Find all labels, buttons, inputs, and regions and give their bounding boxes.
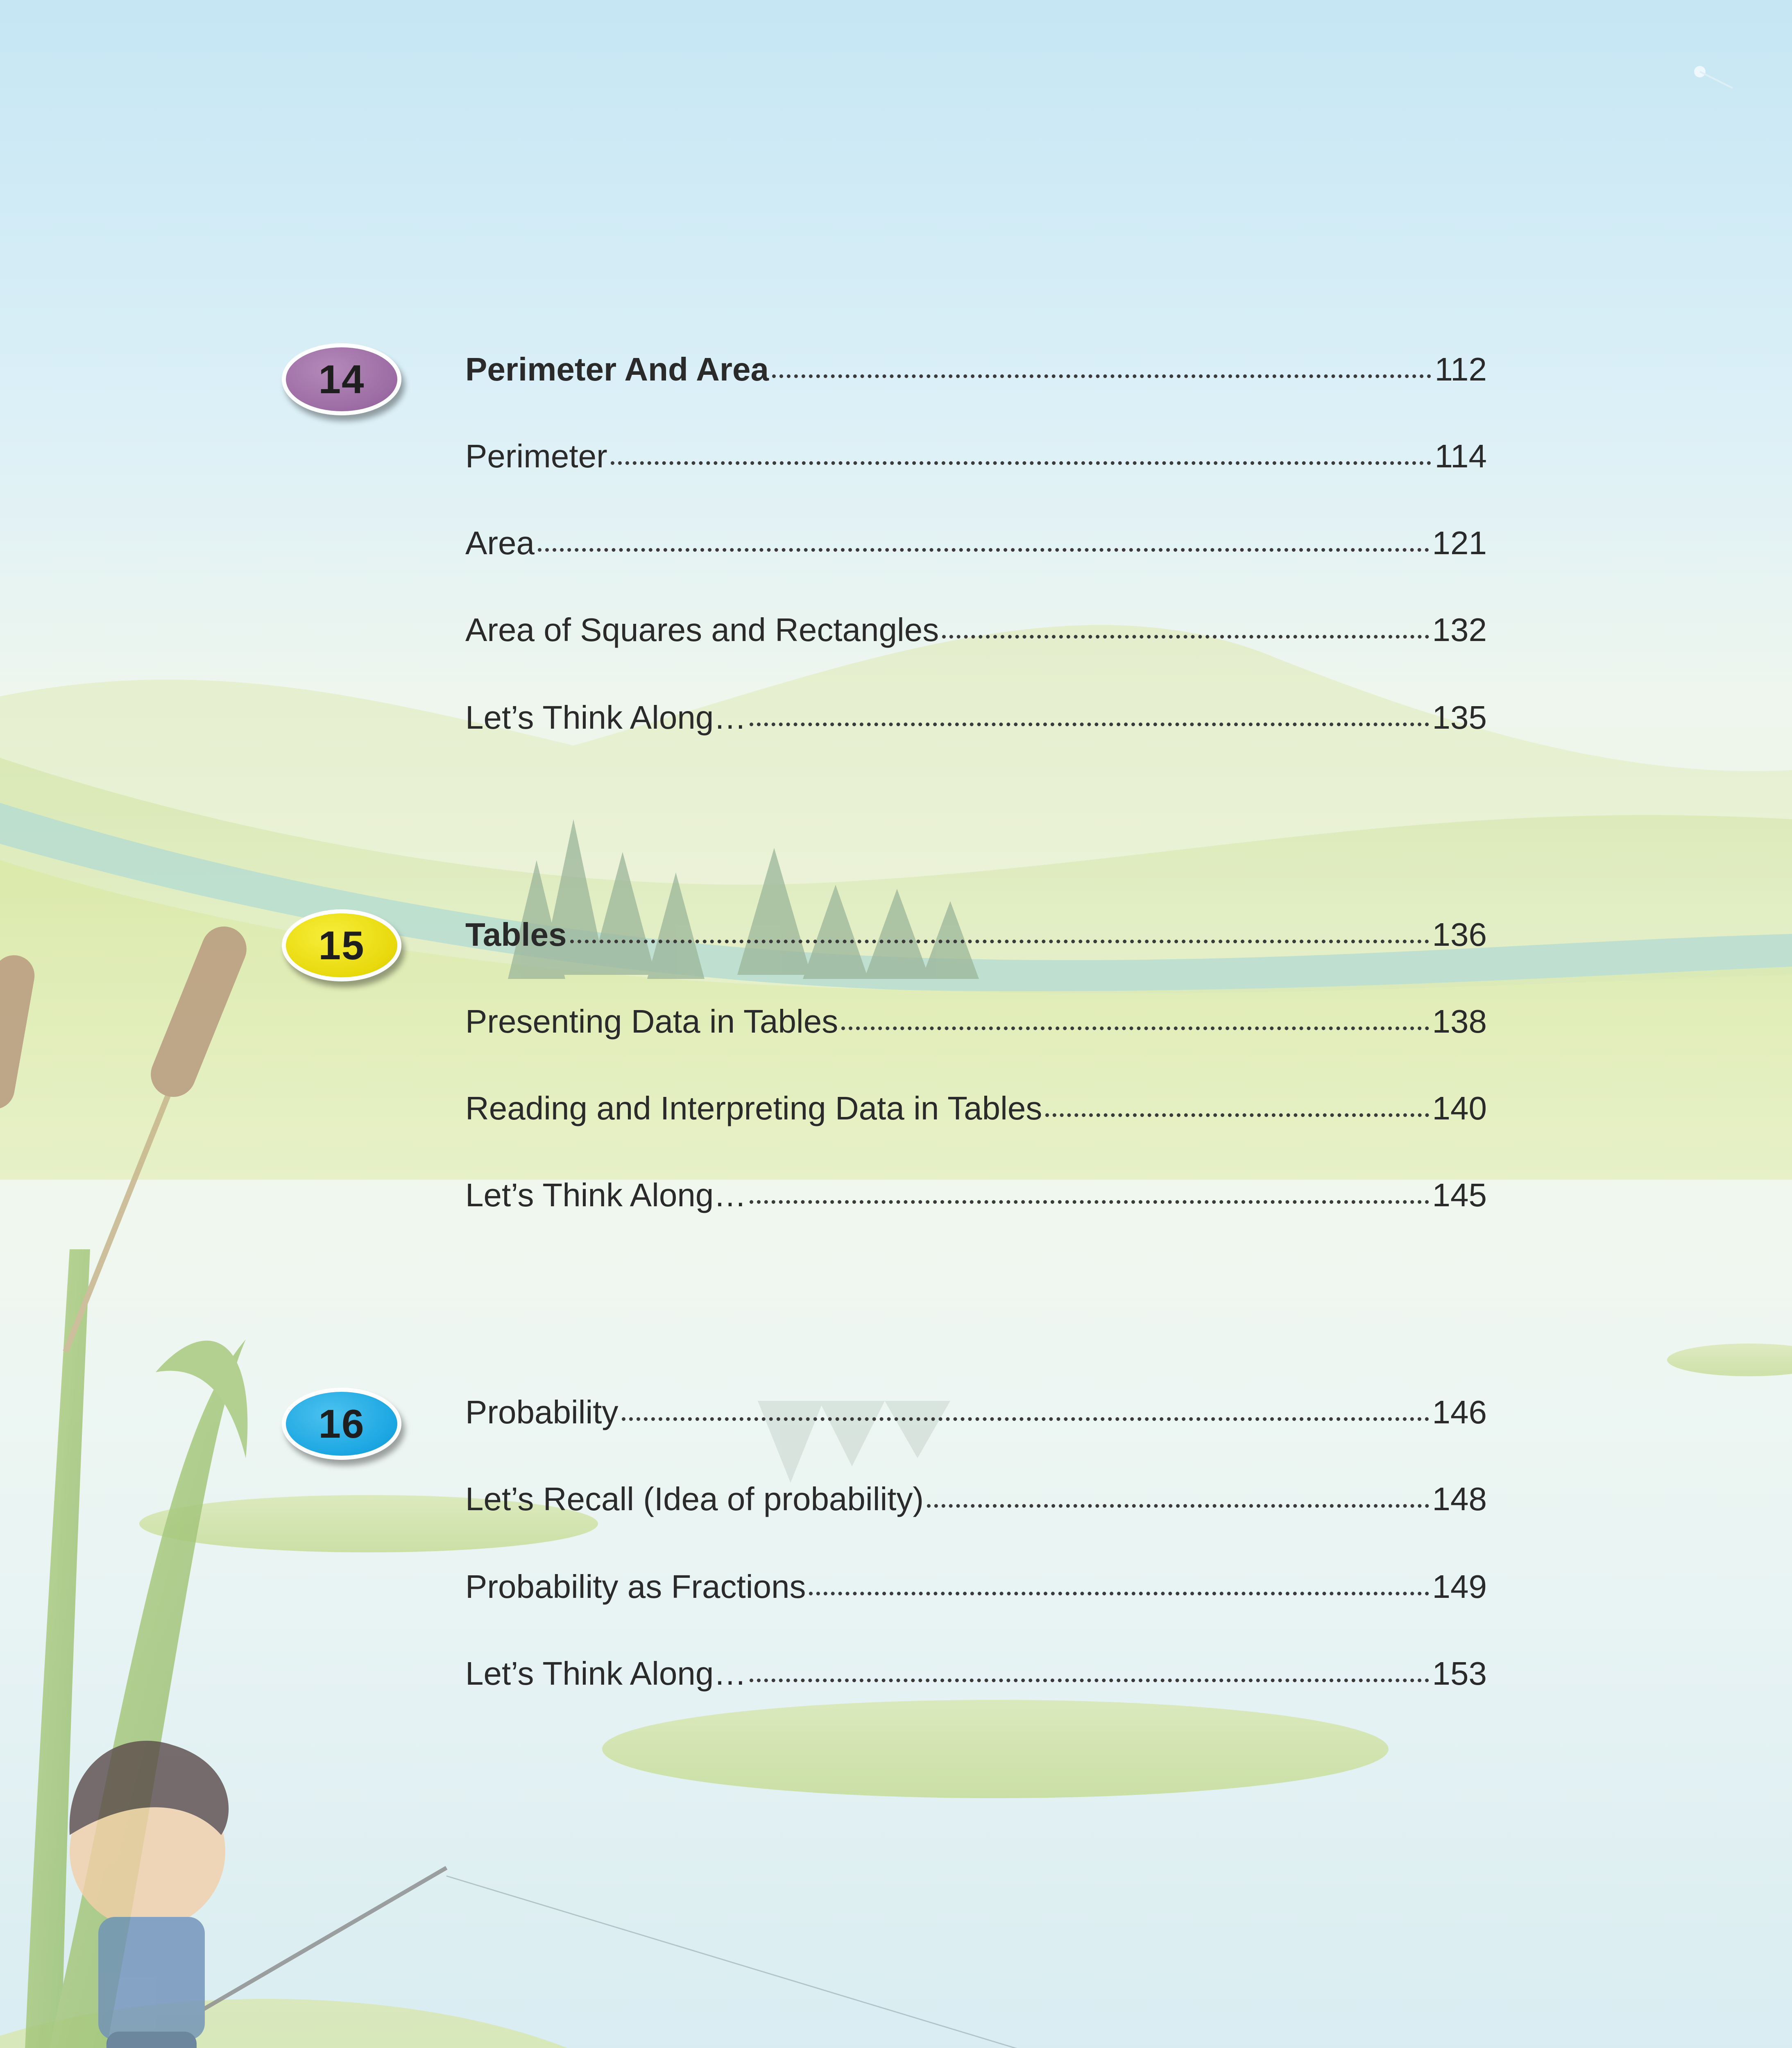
toc-page-number: 149 <box>1432 1568 1487 1605</box>
toc-entry[interactable] <box>465 1001 1487 1042</box>
toc-page-number: 146 <box>1432 1394 1487 1430</box>
chapter-number-badge <box>282 343 401 415</box>
toc-entry[interactable] <box>465 1175 1487 1216</box>
toc-page-number: 135 <box>1432 699 1487 736</box>
toc-entry[interactable] <box>465 1566 1487 1607</box>
toc-entry-title: Area of Squares and Rectangles <box>465 612 939 648</box>
dot-leader <box>841 1018 1429 1030</box>
toc-page-number: 148 <box>1432 1481 1487 1517</box>
toc-entry-title: Area <box>465 525 535 561</box>
toc-entry[interactable] <box>465 914 1487 955</box>
chapter-number: 16 <box>318 1401 365 1446</box>
dot-leader <box>942 627 1429 639</box>
toc-page-number: 136 <box>1432 916 1487 953</box>
toc-entry[interactable] <box>465 523 1487 564</box>
dot-leader <box>1045 1105 1429 1117</box>
toc-entry-title: Presenting Data in Tables <box>465 1003 838 1040</box>
dot-leader <box>927 1496 1429 1508</box>
toc-entry[interactable] <box>465 697 1487 738</box>
chapter-number: 14 <box>318 356 365 402</box>
dot-leader <box>750 1192 1429 1204</box>
chapter-number-badge <box>282 909 401 981</box>
dot-leader <box>772 366 1431 378</box>
dot-leader <box>750 1670 1429 1682</box>
dot-leader <box>611 453 1432 465</box>
toc-entry-title: Let’s Think Along… <box>465 1177 747 1213</box>
toc-page-number: 114 <box>1434 438 1487 474</box>
toc-entry[interactable] <box>465 1088 1487 1129</box>
toc-entry-title: Perimeter And Area <box>465 351 769 387</box>
toc-page-number: 112 <box>1434 351 1487 387</box>
toc-entry-title: Let’s Think Along… <box>465 1655 747 1692</box>
toc-entry-title: Probability as Fractions <box>465 1568 806 1605</box>
dot-leader <box>809 1584 1429 1595</box>
toc-entry[interactable] <box>465 436 1487 477</box>
toc-entry-title: Reading and Interpreting Data in Tables <box>465 1090 1042 1126</box>
toc-page-number: 145 <box>1432 1177 1487 1213</box>
toc-page-number: 140 <box>1432 1090 1487 1126</box>
toc-entry-title: Probability <box>465 1394 618 1430</box>
toc-page-number: 121 <box>1432 525 1487 561</box>
dot-leader <box>538 540 1429 552</box>
toc-entry-title: Perimeter <box>465 438 607 474</box>
toc-entry-title: Let’s Recall (Idea of probability) <box>465 1481 924 1517</box>
toc-page-number: 153 <box>1432 1655 1487 1692</box>
toc-entry[interactable] <box>465 609 1487 650</box>
toc-entry[interactable] <box>465 1653 1487 1694</box>
toc-page-number: 132 <box>1432 612 1487 648</box>
dot-leader <box>570 931 1429 943</box>
toc-entry[interactable] <box>465 1392 1487 1433</box>
chapter-number-badge <box>282 1388 401 1460</box>
toc-entry-title: Tables <box>465 916 567 953</box>
toc-entry[interactable] <box>465 1479 1487 1520</box>
dot-leader <box>750 714 1429 726</box>
toc-entry-title: Let’s Think Along… <box>465 699 747 736</box>
chapter-number: 15 <box>318 922 365 968</box>
toc-entry[interactable] <box>465 349 1487 390</box>
dot-leader <box>622 1409 1429 1421</box>
toc-page-number: 138 <box>1432 1003 1487 1040</box>
